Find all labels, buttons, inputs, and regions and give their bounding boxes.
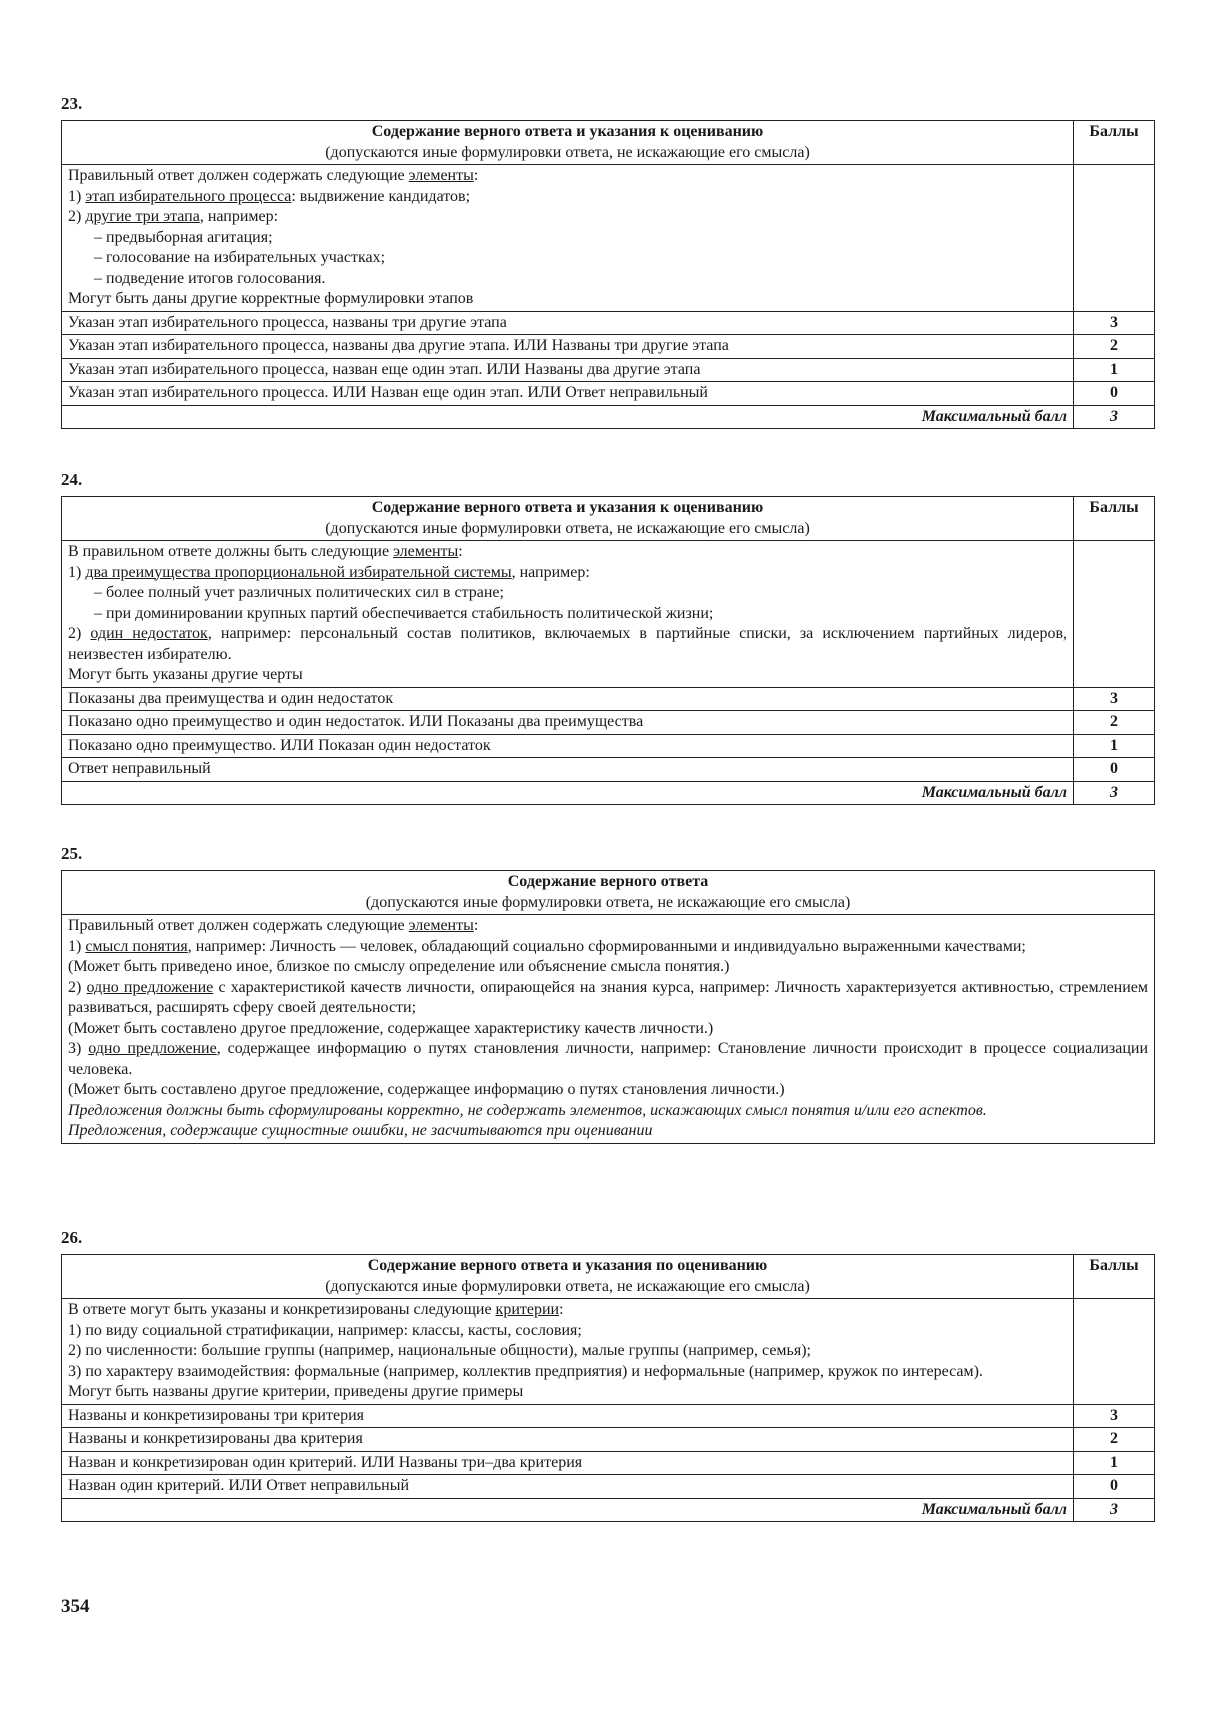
table-row: Назван один критерий. ИЛИ Ответ неправильный 0 xyxy=(62,1475,1155,1499)
table-header-scores: Баллы xyxy=(1074,497,1155,541)
max-score-row: Максимальный балл 3 xyxy=(62,405,1155,429)
answer-content: В правильном ответе должны быть следующие элементы: 1) два преимущества пропорциональной избирательной системы, например: – более полный учет различных политических сил в стране; – при доминировании крупных партий обеспечивается стабильность политической жизни; 2) один недостаток, например: персональный состав политиков, включаемых в партийные списки, за исключением партийных лидеров, неизвестен избирателю. Могут быть указаны другие черты xyxy=(62,541,1074,688)
table-header-scores: Баллы xyxy=(1074,1255,1155,1299)
answer-table-24 xyxy=(61,496,1155,805)
table-row: Показано одно преимущество и один недостаток. ИЛИ Показаны два преимущества 2 xyxy=(62,711,1155,735)
answer-table-25 xyxy=(61,870,1155,1144)
table-row: Показаны два преимущества и один недостаток 3 xyxy=(62,687,1155,711)
answer-table-23 xyxy=(61,120,1155,429)
answer-content: Правильный ответ должен содержать следующие элементы: 1) этап избирательного процесса: выдвижение кандидатов; 2) другие три этапа, например: – предвыборная агитация; – голосование на избирательных участках; – подведение итогов голосования. Могут быть даны другие корректные формулировки этапов xyxy=(62,165,1074,312)
question-number-23: 23. xyxy=(61,94,83,113)
table-header-content: Содержание верного ответа и указания к оцениванию (допускаются иные формулировки ответа, не искажающие его смысла) xyxy=(62,497,1074,541)
question-number-25: 25. xyxy=(61,844,83,863)
max-score-row: Максимальный балл 3 xyxy=(62,1498,1155,1522)
table-row: Указан этап избирательного процесса, названы два другие этапа. ИЛИ Названы три другие этапа 2 xyxy=(62,335,1155,359)
table-row: Назван и конкретизирован один критерий. ИЛИ Названы три–два критерия 1 xyxy=(62,1451,1155,1475)
question-number-26: 26. xyxy=(61,1228,83,1247)
table-header-scores: Баллы xyxy=(1074,121,1155,165)
table-row: Указан этап избирательного процесса. ИЛИ Назван еще один этап. ИЛИ Ответ неправильный 0 xyxy=(62,382,1155,406)
table-row: Ответ неправильный 0 xyxy=(62,758,1155,782)
table-row: Указан этап избирательного процесса, названы три другие этапа 3 xyxy=(62,311,1155,335)
table-row: Указан этап избирательного процесса, назван еще один этап. ИЛИ Названы два другие этапа 1 xyxy=(62,358,1155,382)
table-row: Названы и конкретизированы два критерия 2 xyxy=(62,1428,1155,1452)
question-number-24: 24. xyxy=(61,470,83,489)
table-row: Названы и конкретизированы три критерия 3 xyxy=(62,1404,1155,1428)
answer-content: Правильный ответ должен содержать следующие элементы: 1) смысл понятия, например: Личность — человек, обладающий социально сформированными и индивидуально выраженными качествами; (Может быть приведено иное, близкое по смыслу определение или объяснение смысла понятия.) 2) одно предложение с характеристикой качеств личности, опирающейся на знания курса, например: Личность характеризуется активностью, стремлением развиваться, расширять сферу своей деятельности; (Может быть составлено другое предложение, содержащее характеристику качеств личности.) 3) одно предложение, содержащее информацию о путях становления личности, например: Становление личности происходит в процессе социализации человека. (Может быть составлено другое предложение, содержащее информацию о путях становления личности.) Предложения должны быть сформулированы корректно, не содержать элементов, искажающих смысл понятия и/или его аспектов. Предложения, содержащие сущностные ошибки, не засчитываются при оценивании xyxy=(62,915,1155,1144)
page-number: 354 xyxy=(61,1596,90,1617)
answer-content: В ответе могут быть указаны и конкретизированы следующие критерии: 1) по виду социальной стратификации, например: классы, касты, сословия; 2) по численности: большие группы (например, национальные общности), малые группы (например, семья); 3) по характеру взаимодействия: формальные (например, коллектив предприятия) и неформальные (например, кружок по интересам). Могут быть названы другие критерии, приведены другие примеры xyxy=(62,1299,1074,1405)
table-header-content: Содержание верного ответа и указания к оцениванию (допускаются иные формулировки ответа, не искажающие его смысла) xyxy=(62,121,1074,165)
max-score-row: Максимальный балл 3 xyxy=(62,781,1155,805)
table-header-content: Содержание верного ответа и указания по оцениванию (допускаются иные формулировки ответа, не искажающие его смысла) xyxy=(62,1255,1074,1299)
table-row: Показано одно преимущество. ИЛИ Показан один недостаток 1 xyxy=(62,734,1155,758)
table-header-content: Содержание верного ответа (допускаются иные формулировки ответа, не искажающие его смысла) xyxy=(62,871,1155,915)
answer-table-26 xyxy=(61,1254,1155,1522)
